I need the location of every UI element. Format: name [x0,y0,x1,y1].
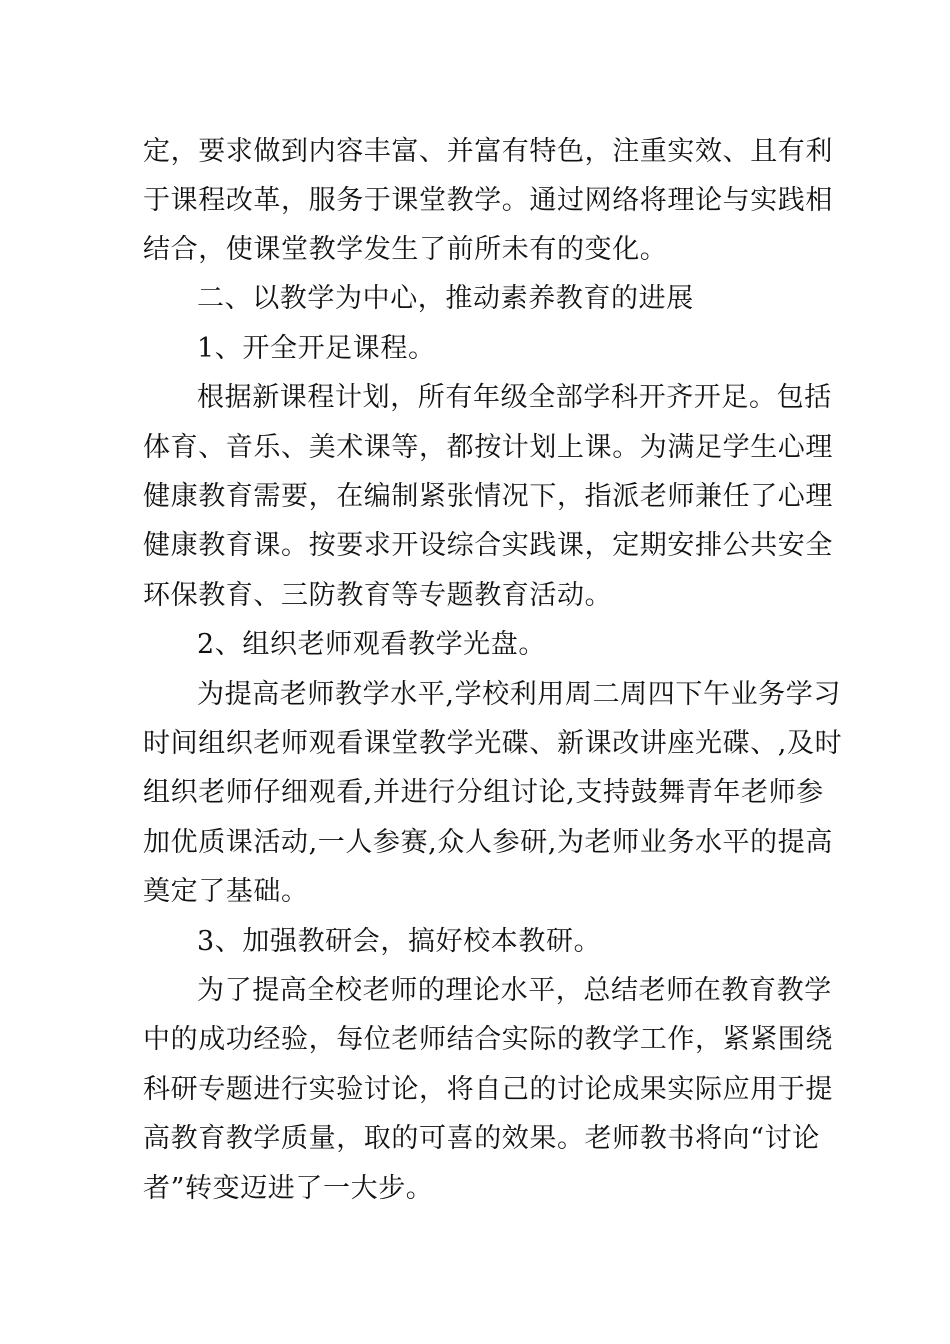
text-line: 奠定了基础。 [143,876,309,907]
text-line: 定，要求做到内容丰富、并富有特色，注重实效、且有利 [143,136,833,167]
section-heading: 二、以教学为中心，推动素养教育的进展 [197,283,694,314]
text-line: 环保教育、三防教育等专题教育活动。 [143,580,613,611]
text-line: 体育、音乐、美术课等，都按计划上课。为满足学生心理 [143,432,833,463]
text-line: 根据新课程计划，所有年级全部学科开齐开足。包括 [197,382,832,413]
text-line: 加优质课活动,一人参赛,众人参研,为老师业务水平的提高 [143,827,833,858]
text-line: 者”转变迈进了一大步。 [143,1173,434,1204]
text-line: 健康教育需要，在编制紧张情况下，指派老师兼任了心理 [143,481,833,512]
text-line: 组织老师仔细观看,并进行分组讨论,支持鼓舞青年老师参 [143,777,824,808]
text-line: 健康教育课。按要求开设综合实践课，定期安排公共安全 [143,530,833,561]
text-line: 于课程改革，服务于课堂教学。通过网络将理论与实践相 [143,185,833,216]
text-line: 时间组织老师观看课堂教学光碟、新课改讲座光碟、,及时 [143,728,843,759]
text-line: 科研专题进行实验讨论，将自己的讨论成果实际应用于提 [143,1074,833,1105]
subsection-heading: 2、组织老师观看教学光盘。 [197,629,546,660]
text-line: 为了提高全校老师的理论水平，总结老师在教育教学 [197,975,832,1006]
subsection-heading: 1、开全开足课程。 [197,333,436,364]
text-line: 高教育教学质量，取的可喜的效果。老师教书将向“讨论 [143,1123,820,1154]
text-line: 结合，使课堂教学发生了前所未有的变化。 [143,234,668,265]
text-line: 中的成功经验，每位老师结合实际的教学工作，紧紧围绕 [143,1024,833,1055]
text-line: 为提高老师教学水平,学校利用周二周四下午业务学习 [197,679,841,710]
subsection-heading: 3、加强教研会，搞好校本教研。 [197,926,602,957]
